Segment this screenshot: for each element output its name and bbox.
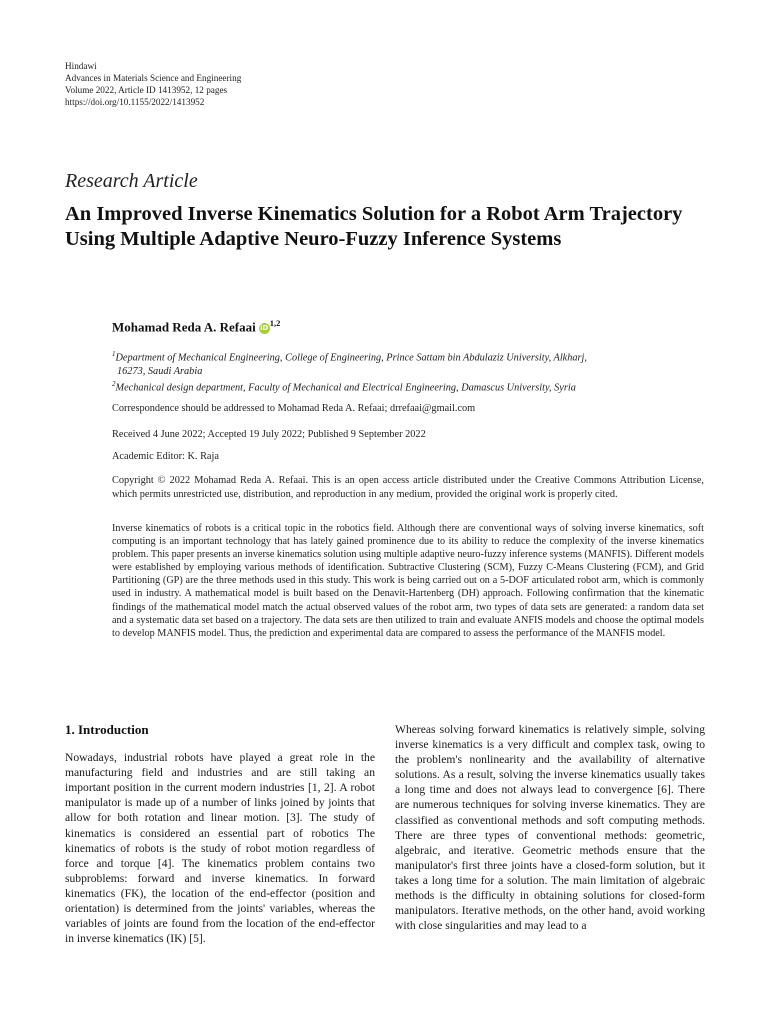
abstract: Inverse kinematics of robots is a critical topic in the robotics field. Although there are conventional ways of solving inverse kinematics, soft computing is an important technology that has lately gained prominence due to its ability to reduce the complexity of the inverse kinematics problem. This paper presents an inverse kinematics solution using multiple adaptive neuro-fuzzy inference systems (MANFIS). Different models were established by employing various methods of identification. Subtractive Clustering (SCM), Fuzzy C-Means Clustering (FCM), and Grid Partitioning (GP) are the three methods used in this study. This work is being carried out on a 5-DOF articulated robot arm, which is commonly used in industry. A mathematical model is built based on the Denavit-Hartenberg (DH) approach. Following confirmation that the kinematic findings of the mathematical model match the actual observed values of the robot arm, two types of data sets are generated: a random data set and a systematic data set based on a trajectory. The data sets are then utilized to train and evaluate ANFIS models and choose the optimal models to develop MANFIS model. Thus, the prediction and experimental data are compared to assess the performance of the MANFIS model. — [112, 523, 704, 639]
journal-name: Advances in Materials Science and Engineering — [65, 73, 242, 83]
article-type: Research Article — [65, 170, 198, 192]
correspondence: Correspondence should be addressed to Mohamad Reda A. Refaai; drrefaai@gmail.com — [112, 403, 476, 414]
affiliation-1-continued: 16273, Saudi Arabia — [117, 365, 203, 377]
section-heading-introduction: 1. Introduction — [65, 722, 149, 737]
affiliations — [112, 348, 704, 395]
paper-title: An Improved Inverse Kinematics Solution for a Robot Arm Trajectory Using Multiple Adaptive Neuro-Fuzzy Inference Systems — [65, 203, 683, 250]
orcid-icon[interactable]: iD — [260, 323, 269, 332]
doi-link[interactable]: https://doi.org/10.1155/2022/1413952 — [65, 97, 205, 107]
copyright-notice: Copyright © 2022 Mohamad Reda A. Refaai. This is an open access article distributed under the Creative Commons Attribution License, which permits unrestricted use, distribution, and reproduction in any medium, provided the original work is properly cited. — [112, 475, 704, 500]
affiliation-text: Department of Mechanical Engineering, College of Engineering, Prince Sattam bin Abdulaziz University, Alkharj, — [115, 352, 587, 364]
affiliation-1 — [112, 348, 704, 365]
author-name: Mohamad Reda A. Refaai — [112, 319, 256, 335]
affiliation-mark: 2 — [112, 380, 116, 389]
author-affiliation-marks: 1,2 — [269, 318, 281, 328]
volume-info: Volume 2022, Article ID 1413952, 12 pages — [65, 85, 228, 95]
journal-header — [65, 60, 241, 108]
column-left — [65, 722, 375, 946]
author-line — [112, 318, 280, 335]
affiliation-mark: 1 — [112, 350, 116, 358]
column-right — [395, 722, 705, 933]
publication-dates: Received 4 June 2022; Accepted 19 July 2022; Published 9 September 2022 — [112, 429, 426, 440]
affiliation-text: Mechanical design department, Faculty of Mechanical and Electrical Engineering, Damascus University, Syria — [115, 382, 576, 394]
introduction-paragraph-right: Whereas solving forward kinematics is relatively simple, solving inverse kinematics is a very difficult and complex task, owing to the problem's nonlinearity and the availability of alternative solutions. As a result, solving the inverse kinematics usually takes a long time and does not always lead to convergence [6]. There are numerous techniques for solving inverse kinematics. They are classified as conventional methods and soft computing methods. There are three types of conventional methods: geometric, algebraic, and iterative. Geometric methods ensure that the manipulator's first three joints have a closed-form solution, but it takes a long time for a solution. The main limitation of algebraic methods is the difficulty in obtaining solutions for closed-form manipulators. Iterative methods, on the other hand, avoid working with close singularities and may lead to a — [395, 723, 705, 933]
publisher-name: Hindawi — [65, 61, 97, 71]
academic-editor: Academic Editor: K. Raja — [112, 451, 219, 462]
affiliation-2 — [112, 378, 704, 395]
introduction-paragraph-left: Nowadays, industrial robots have played a great role in the manufacturing field and industries and are still taking an important position in the current modern industries [1, 2]. A robot manipulator is made up of a number of links joined by joints that allow for both rotation and linear motion. [3]. The study of kinematics is considered an essential part of robotics The kinematics of robots is the study of robot motion regardless of force and torque [4]. The kinematics problem contains two subproblems: forward and inverse kinematics. In forward kinematics (FK), the location of the end-effector (position and orientation) is determined from the joints' variables, whereas the variables of joints are found from the location of the end-effector in inverse kinematics (IK) [5]. — [65, 751, 375, 946]
